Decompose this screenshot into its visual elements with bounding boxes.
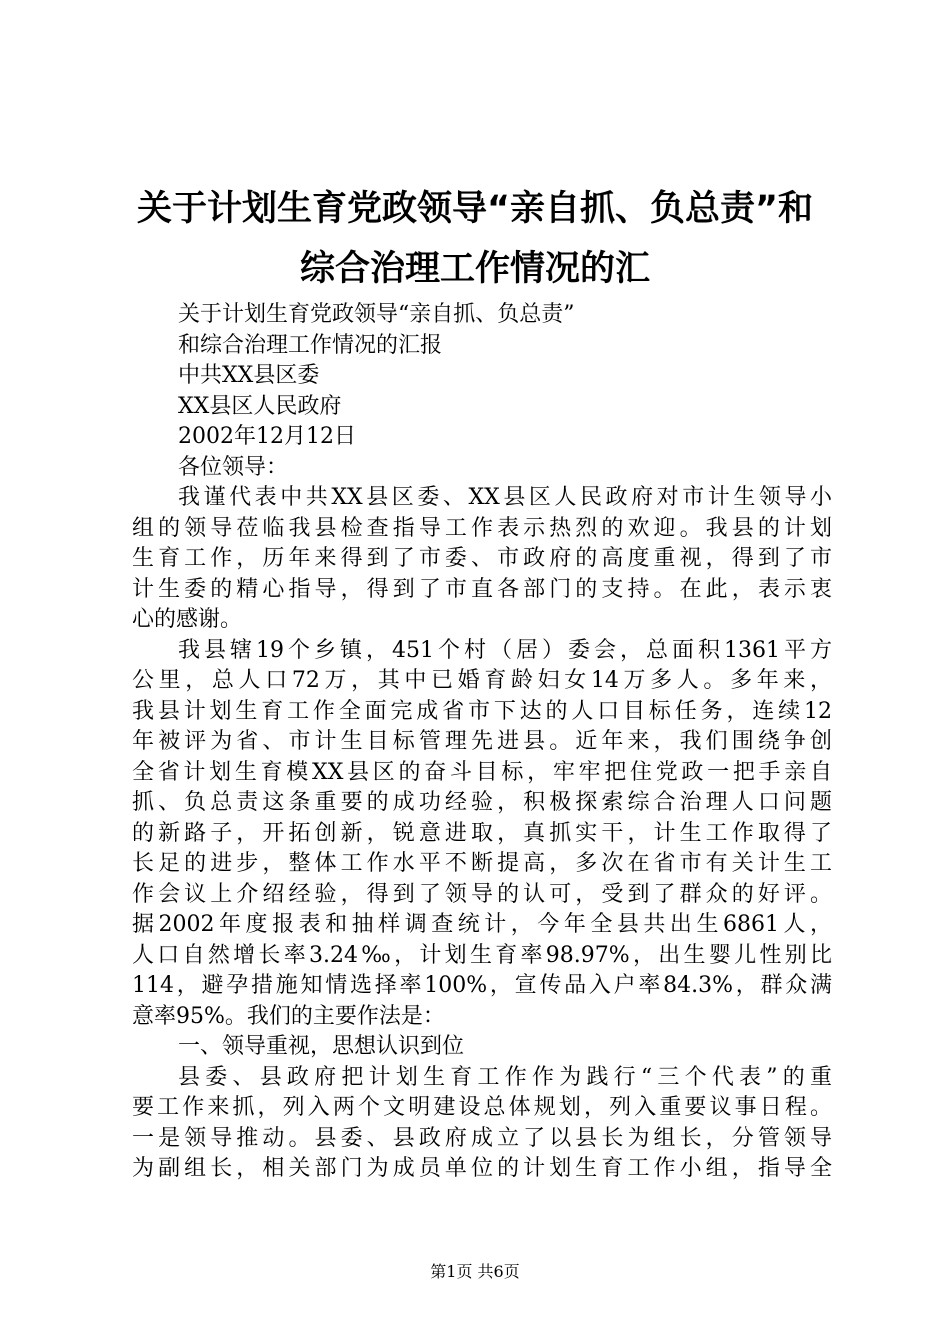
document-title-line-1: 关于计划生育党政领导“亲自抓、负总责”和 bbox=[136, 189, 813, 229]
body-line: 我谨代表中共XX县区委、XX县区人民政府对市计生领导小 bbox=[178, 485, 832, 510]
body-line: 全省计划生育模XX县区的奋斗目标，牢牢把住党政一把手亲自 bbox=[132, 759, 832, 785]
body-line: 抓、负总责这条重要的成功经验，积极探索综合治理人口问题 bbox=[132, 790, 832, 815]
document-body bbox=[132, 300, 832, 1185]
body-line: 心的感谢。 bbox=[132, 607, 243, 632]
body-line: 各位领导： bbox=[178, 454, 289, 480]
body-line: 生育工作，历年来得到了市委、市政府的高度重视，得到了市 bbox=[132, 546, 832, 571]
body-line: 和综合治理工作情况的汇报 bbox=[178, 332, 443, 358]
body-line: 我县辖19个乡镇，451个村（居）委会，总面积1361平方 bbox=[178, 637, 832, 663]
body-line: 人口自然增长率3.24‰，计划生育率98.97%，出生婴儿性别比 bbox=[132, 942, 832, 968]
body-line: 组的领导莅临我县检查指导工作表示热烈的欢迎。我县的计划 bbox=[132, 515, 832, 541]
body-line: 的新路子，开拓创新，锐意进取，真抓实干，计生工作取得了 bbox=[132, 820, 832, 846]
body-line: 长足的进步，整体工作水平不断提高，多次在省市有关计生工 bbox=[132, 851, 832, 876]
body-line: XX县区人民政府 bbox=[178, 393, 342, 419]
body-line: 114，避孕措施知情选择率100%，宣传品入户率84.3%，群众满 bbox=[132, 973, 832, 998]
body-line: 公里，总人口72万，其中已婚育龄妇女14万多人。多年来， bbox=[132, 668, 832, 693]
body-line: 一是领导推动。县委、县政府成立了以县长为组长，分管领导 bbox=[132, 1125, 832, 1151]
body-line: 关于计划生育党政领导“亲自抓、负总责” bbox=[178, 302, 575, 327]
body-line: 一、领导重视，思想认识到位 bbox=[178, 1034, 465, 1059]
body-line: 要工作来抓，列入两个文明建设总体规划，列入重要议事日程。 bbox=[132, 1095, 832, 1120]
body-line: 县委、县政府把计划生育工作作为践行“三个代表”的重 bbox=[178, 1064, 832, 1090]
body-line: 作会议上介绍经验，得到了领导的认可，受到了群众的好评。 bbox=[132, 881, 832, 907]
body-line: 据2002年度报表和抽样调查统计，今年全县共出生6861人， bbox=[132, 912, 832, 937]
page-footer: 第1页 共6页 bbox=[430, 1262, 520, 1281]
document-title-line-2: 综合治理工作情况的汇 bbox=[299, 249, 650, 289]
body-line: 中共XX县区委 bbox=[178, 363, 320, 388]
body-line: 年被评为省、市计生目标管理先进县。近年来，我们围绕争创 bbox=[132, 729, 832, 754]
body-line: 意率95%。我们的主要作法是： bbox=[132, 1003, 445, 1029]
body-line: 计生委的精心指导，得到了市直各部门的支持。在此，表示衷 bbox=[132, 576, 832, 602]
body-line: 我县计划生育工作全面完成省市下达的人口目标任务，连续12 bbox=[132, 698, 832, 724]
body-line: 2002年12月12日 bbox=[178, 424, 356, 449]
body-line: 为副组长，相关部门为成员单位的计划生育工作小组，指导全 bbox=[132, 1156, 832, 1181]
